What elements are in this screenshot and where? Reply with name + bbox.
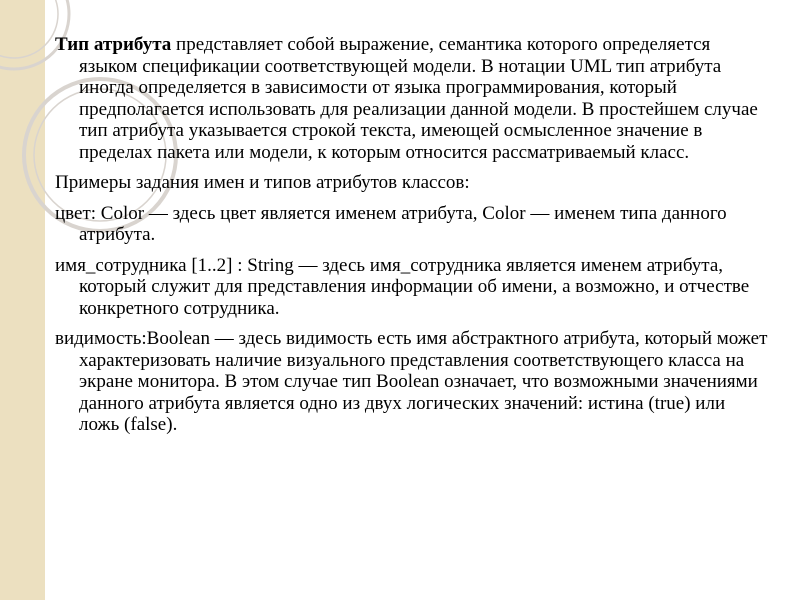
paragraph-examples-heading: Примеры задания имен и типов атрибутов классов:: [55, 172, 470, 193]
slide-body: [55, 34, 770, 445]
left-accent-band: [0, 0, 45, 600]
paragraph-attribute-type-text: представляет собой выражение, семантика которого определяется языком спецификации соответствующей модели. В нотации UML тип атрибута иногда определяется в зависимости от языка программирования, который предполагается использовать для реализации данной модели. В простейшем случае тип атрибута указывается строкой текста, имеющей осмысленное значение в пределах пакета или модели, к которым относится рассматриваемый класс.: [79, 34, 758, 163]
paragraph-example-employee-name: имя_сотрудника [1..2] : String — здесь имя_сотрудника является именем атрибута, который служит для представления информации об имени, а возможно, и отчестве конкретного сотрудника.: [55, 254, 750, 319]
paragraph-attribute-type: [55, 34, 770, 163]
term-attribute-type: Тип атрибута: [55, 34, 172, 55]
paragraph-example-color: цвет: Color — здесь цвет является именем атрибута, Color — именем типа данного атрибута.: [55, 202, 727, 245]
paragraph-example-visibility: видимость:Boolean — здесь видимость есть имя абстрактного атрибута, который может характеризовать наличие визуального представления соответствующего класса на экране монитора. В этом случае тип Boolean означает, что возможными значениями данного атрибута является одно из двух логических значений: истина (true) или ложь (false).: [55, 328, 768, 435]
